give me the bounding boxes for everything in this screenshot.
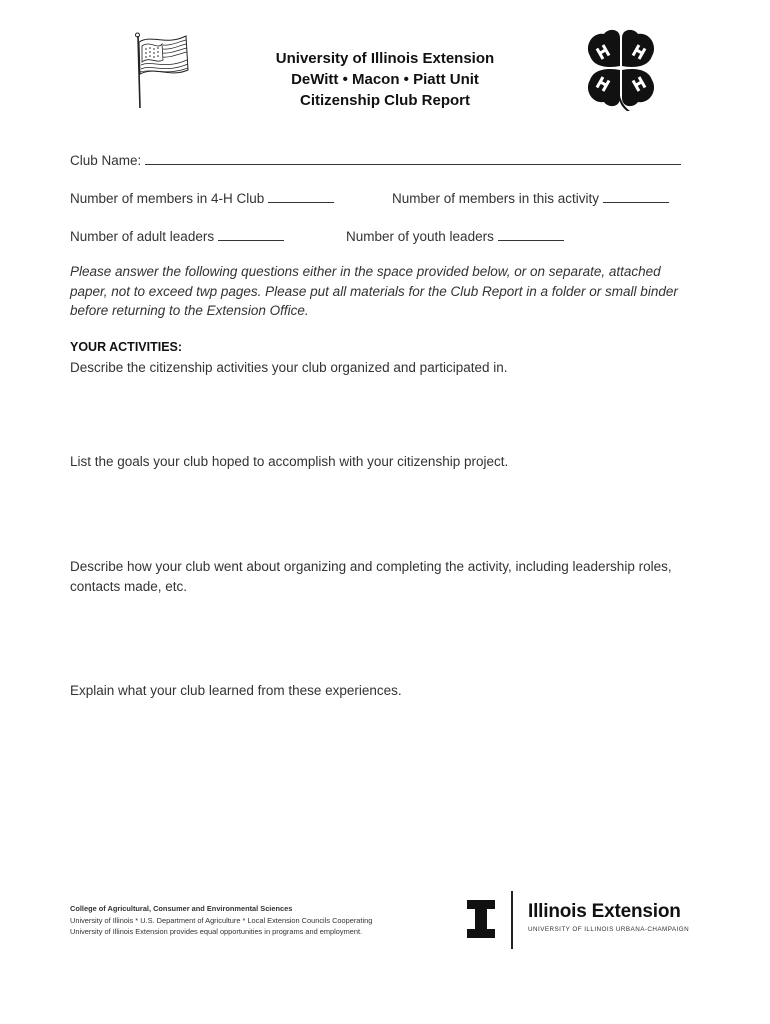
header-line-2: DeWitt • Macon • Piatt Unit — [291, 71, 479, 88]
members-in-club-label: Number of members in 4-H Club — [70, 191, 265, 206]
club-name-label: Club Name: — [70, 153, 142, 168]
members-in-activity-label: Number of members in this activity — [392, 191, 600, 206]
footer-equal-opportunity: University of Illinois Extension provides equal opportunities in programs and employment. — [70, 927, 363, 936]
instructions-text: Please answer the following questions either in the space provided below, or on separate, attached paper, not to exceed twp pages. Please put all materials for the Club Report in a folder or small binder before returning to the Extension Office. — [70, 264, 678, 318]
header-line-1: University of Illinois Extension — [275, 50, 495, 67]
block-i-icon — [467, 900, 495, 938]
4h-clover-icon — [580, 24, 662, 112]
club-name-field — [70, 150, 681, 168]
logo-subtitle: UNIVERSITY OF ILLINOIS URBANA-CHAMPAIGN — [528, 926, 690, 933]
club-name-line[interactable] — [145, 150, 681, 165]
footer-college: College of Agricultural, Consumer and Environmental Sciences — [70, 904, 293, 913]
section-title: YOUR ACTIVITIES: — [70, 340, 183, 354]
adult-leaders-label: Number of adult leaders — [70, 229, 215, 244]
adult-leaders-line[interactable] — [218, 226, 284, 241]
question-3: Describe how your club went about organizing and completing the activity, including leadership roles, contacts made, etc. — [70, 559, 672, 594]
logo-name: Illinois Extension — [528, 901, 681, 922]
logo-divider — [511, 891, 513, 949]
question-2: List the goals your club hoped to accomplish with your citizenship project. — [70, 454, 509, 469]
youth-leaders-field — [346, 226, 564, 244]
question-1: Describe the citizenship activities your club organized and participated in. — [70, 360, 508, 375]
members-in-activity-field — [392, 188, 669, 206]
youth-leaders-line[interactable] — [498, 226, 564, 241]
members-in-club-line[interactable] — [268, 188, 334, 203]
members-in-club-field — [70, 188, 334, 206]
footer-text — [70, 903, 372, 938]
header-line-3: Citizenship Club Report — [300, 92, 470, 109]
question-4: Explain what your club learned from these experiences. — [70, 683, 402, 698]
adult-leaders-field — [70, 226, 284, 244]
members-in-activity-line[interactable] — [603, 188, 669, 203]
footer-cooperating: University of Illinois * U.S. Department of Agriculture * Local Extension Councils Cooperating — [70, 915, 373, 925]
youth-leaders-label: Number of youth leaders — [346, 229, 494, 244]
